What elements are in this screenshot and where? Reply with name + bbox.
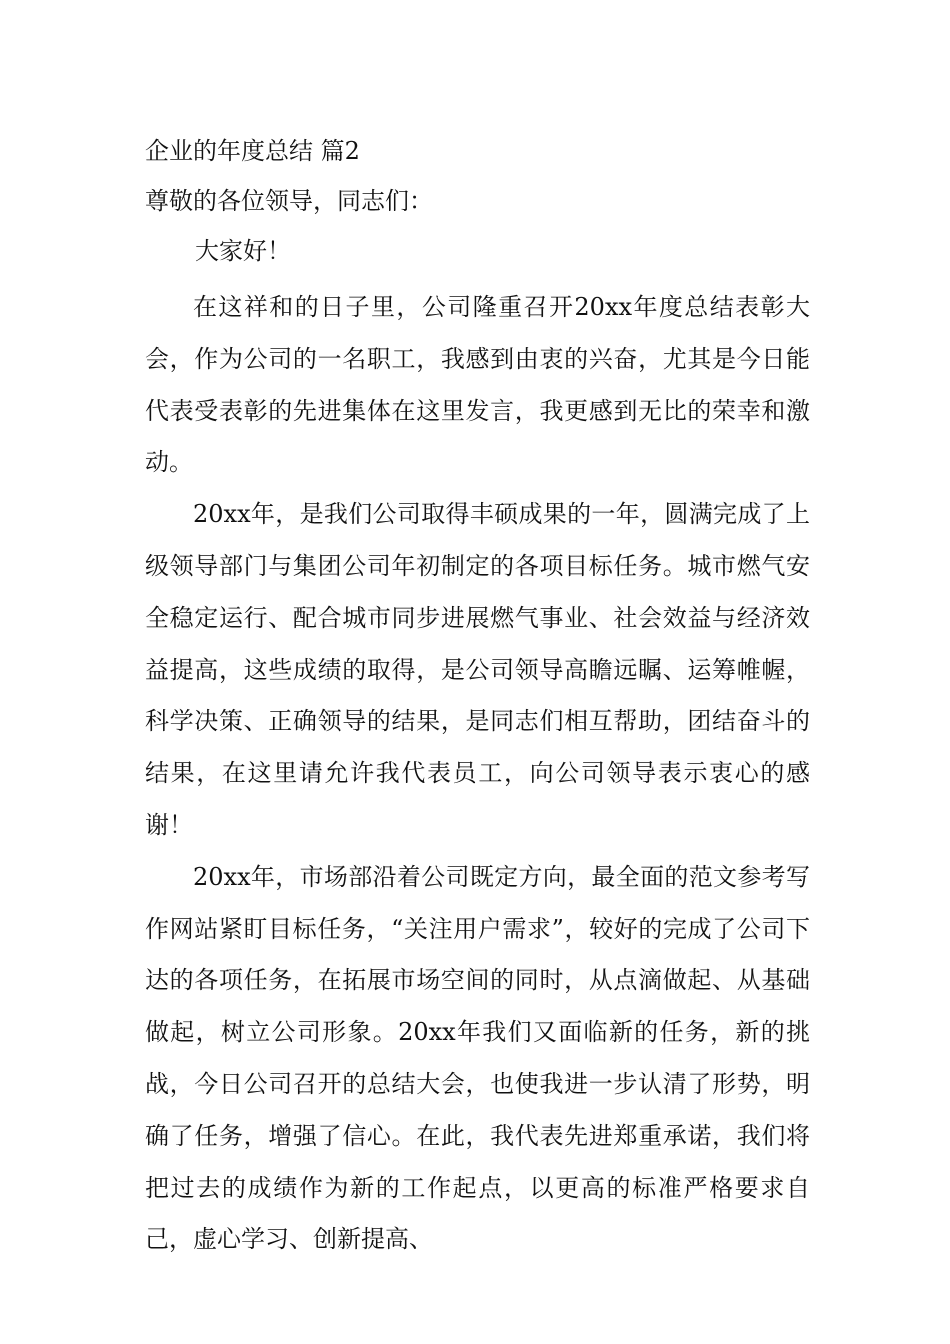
paragraph-2: 20xx年，是我们公司取得丰硕成果的一年，圆满完成了上级领导部门与集团公司年初制定的各项目标任务。城市燃气安全稳定运行、配合城市同步进展燃气事业、社会效益与经济效益提高，这些成绩的取得，是公司领导高瞻远瞩、运筹帷幄，科学决策、正确领导的结果，是同志们相互帮助，团结奋斗的结果，在这里请允许我代表员工，向公司领导表示衷心的感谢！ [145,500,810,839]
document-body [145,282,810,1266]
paragraph-3: 20xx年，市场部沿着公司既定方向，最全面的范文参考写作网站紧盯目标任务，“关注用户需求”，较好的完成了公司下达的各项任务，在拓展市场空间的同时，从点滴做起、从基础做起，树立公司形象。20xx年我们又面临新的任务，新的挑战，今日公司召开的总结大会，也使我进一步认清了形势，明确了任务，增强了信心。在此，我代表先进郑重承诺，我们将把过去的成绩作为新的工作起点，以更高的标准严格要求自己，虚心学习、创新提高、 [145,862,810,1254]
salutation: 尊敬的各位领导，同志们： [145,187,433,215]
greeting: 大家好！ [195,237,291,265]
paragraph-1: 在这祥和的日子里，公司隆重召开20xx年度总结表彰大会，作为公司的一名职工，我感到由衷的兴奋，尤其是今日能代表受表彰的先进集体在这里发言，我更感到无比的荣幸和激动。 [145,293,810,477]
document-title: 企业的年度总结 篇2 [145,137,360,165]
